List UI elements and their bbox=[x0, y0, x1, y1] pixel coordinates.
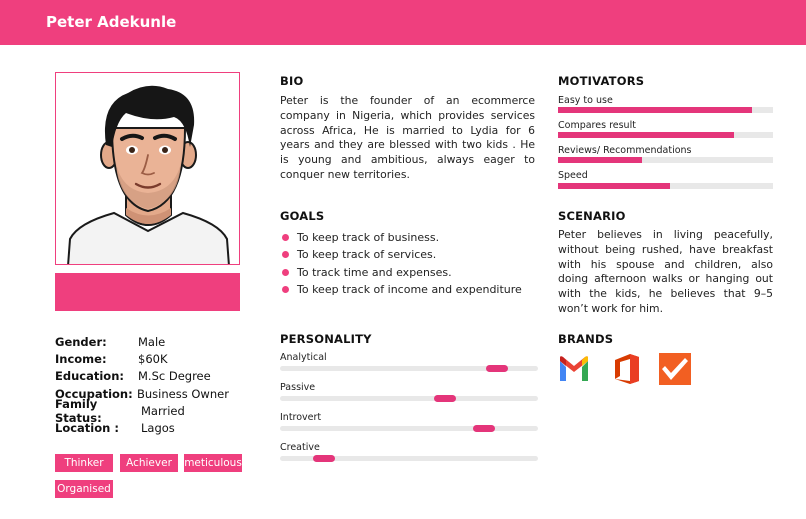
bullet-icon bbox=[282, 286, 289, 293]
goal-item bbox=[282, 229, 522, 246]
persona-info bbox=[55, 333, 229, 437]
motivator-fill bbox=[558, 157, 642, 163]
bio-title: BIO bbox=[280, 74, 304, 88]
brands-title: BRANDS bbox=[558, 332, 614, 346]
goal-item bbox=[282, 264, 522, 281]
motivator-label-speed: Speed bbox=[558, 170, 588, 181]
trait-label-creative: Creative bbox=[280, 442, 320, 453]
info-row-location bbox=[55, 419, 229, 436]
motivator-fill bbox=[558, 183, 670, 189]
info-label: Family Status: bbox=[55, 396, 102, 425]
trait-track-creative bbox=[280, 456, 538, 461]
goal-text: To keep track of services. bbox=[297, 248, 437, 262]
info-label: Location : bbox=[55, 421, 119, 436]
bullet-icon bbox=[282, 234, 289, 241]
goals-title: GOALS bbox=[280, 209, 325, 223]
motivator-track-easy bbox=[558, 107, 773, 113]
info-value: $60K bbox=[138, 351, 168, 366]
avatar-caption-bar bbox=[55, 273, 240, 311]
goal-item bbox=[282, 246, 522, 263]
trait-marker bbox=[473, 425, 495, 432]
goal-text: To keep track of business. bbox=[297, 231, 440, 245]
trait-label-passive: Passive bbox=[280, 382, 316, 393]
persona-name: Peter Adekunle bbox=[46, 13, 177, 31]
trait-marker bbox=[313, 455, 335, 462]
goal-text: To track time and expenses. bbox=[297, 265, 452, 279]
goal-text: To keep track of income and expenditure bbox=[297, 283, 522, 297]
tag-thinker: Thinker bbox=[55, 454, 113, 472]
trait-label-analytical: Analytical bbox=[280, 352, 327, 363]
tag-organised: Organised bbox=[55, 480, 113, 498]
motivator-fill bbox=[558, 132, 734, 138]
tag-achiever: Achiever bbox=[120, 454, 178, 472]
motivator-track-reviews bbox=[558, 157, 773, 163]
scenario-title: SCENARIO bbox=[558, 209, 626, 223]
info-label: Income: bbox=[55, 351, 107, 366]
info-row-family-status bbox=[55, 396, 229, 425]
trait-track-introvert bbox=[280, 426, 538, 431]
info-value: Male bbox=[138, 334, 166, 349]
goals-list bbox=[282, 229, 522, 298]
motivators-title: MOTIVATORS bbox=[558, 74, 645, 88]
tag-meticulous: meticulous bbox=[184, 454, 242, 472]
trait-track-passive bbox=[280, 396, 538, 401]
info-row-education bbox=[55, 368, 229, 385]
trait-marker bbox=[434, 395, 456, 402]
info-label: Occupation: bbox=[55, 386, 133, 401]
info-value: Business Owner bbox=[137, 386, 229, 401]
bullet-icon bbox=[282, 269, 289, 276]
motivator-label-easy: Easy to use bbox=[558, 95, 613, 106]
motivator-track-speed bbox=[558, 183, 773, 189]
avatar-illustration bbox=[56, 73, 240, 265]
goal-item bbox=[282, 281, 522, 298]
motivator-label-compares: Compares result bbox=[558, 120, 636, 131]
task-check-logo-icon bbox=[658, 352, 692, 386]
motivator-fill bbox=[558, 107, 752, 113]
office-logo-icon bbox=[610, 352, 644, 386]
motivator-track-compares bbox=[558, 132, 773, 138]
avatar bbox=[55, 72, 240, 265]
bio-text: Peter is the founder of an ecommerce company in Nigeria, which provides services across Africa, He is married to Lydia for 6 years and they are blessed with two kids . He is young and ambitious, always eager to conquer new territories. bbox=[280, 94, 535, 181]
info-row-gender bbox=[55, 333, 229, 350]
trait-label-introvert: Introvert bbox=[280, 412, 322, 423]
scenario-text: Peter believes in living peacefully, without being rushed, have breakfast with his spouse and children, also doing afternoon walks or hanging out with the kids, he believes that 9–5 won’t work for him. bbox=[558, 228, 773, 315]
info-label: Education: bbox=[55, 369, 124, 384]
info-value: Married bbox=[141, 403, 185, 418]
trait-track-analytical bbox=[280, 366, 538, 371]
personality-title: PERSONALITY bbox=[280, 332, 372, 346]
trait-marker bbox=[486, 365, 508, 372]
info-value: M.Sc Degree bbox=[138, 369, 211, 384]
info-row-income bbox=[55, 350, 229, 367]
header-bar bbox=[0, 0, 806, 45]
info-value: Lagos bbox=[141, 421, 175, 436]
motivator-label-reviews: Reviews/ Recommendations bbox=[558, 145, 692, 156]
gmail-logo-icon bbox=[557, 352, 591, 386]
info-label: Gender: bbox=[55, 334, 107, 349]
bullet-icon bbox=[282, 251, 289, 258]
